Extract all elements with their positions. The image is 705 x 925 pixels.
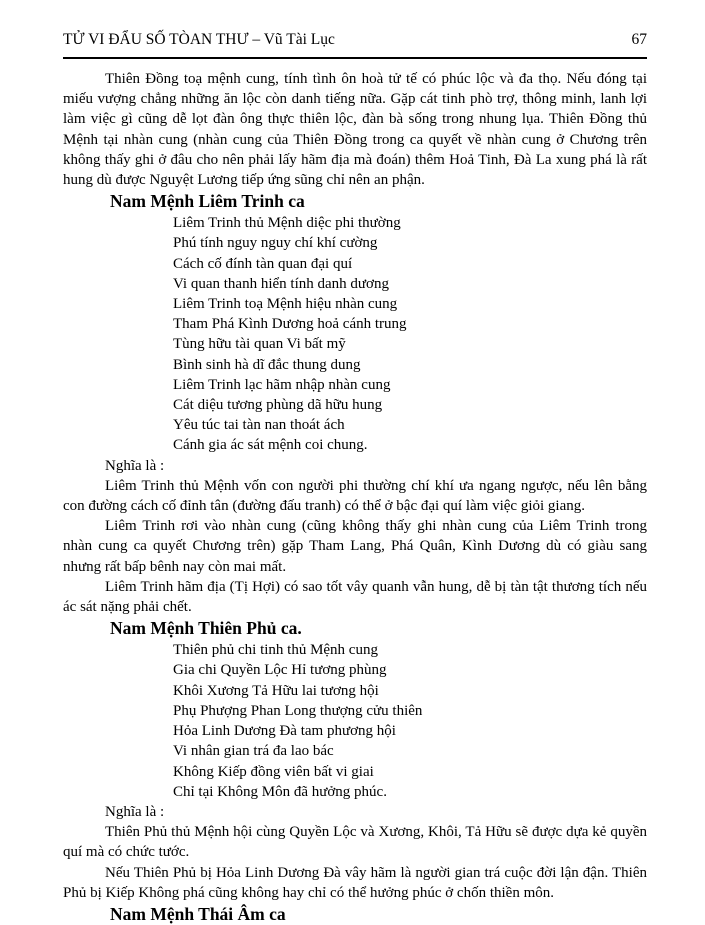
meaning-paragraph: Liêm Trinh rơi vào nhàn cung (cũng không thấy ghi nhàn cung của Liêm Trinh trong nhàn cung ca quyết Chương trên) gặp Tham Lang, Phá Quân, Kình Dương dù có giàu sang nhưng rất bấp bênh nay còn mai mất. [63, 518, 647, 575]
verse-line: Chỉ tại Không Môn đã hưởng phúc. [173, 783, 387, 800]
section-heading-liem-trinh: Nam Mệnh Liêm Trinh ca [110, 191, 305, 212]
verse-line: Tham Phá Kình Dương hoả cánh trung [173, 316, 407, 333]
meaning-paragraph: Nếu Thiên Phủ bị Hỏa Linh Dương Đà vây hãm là người gian trá cuộc đời lận đận. Thiên Phủ bị Kiếp Không phá cũng không hay chỉ có thể hưởng phúc ở chốn thiền môn. [63, 864, 647, 901]
verse-line: Gia chi Quyền Lộc Hỉ tương phùng [173, 662, 387, 679]
verse-line: Liêm Trinh lạc hãm nhập nhàn cung [173, 376, 391, 393]
verse-line: Phú tính nguy nguy chí khí cường [173, 235, 378, 252]
meaning-paragraph: Liêm Trinh hãm địa (Tị Hợi) có sao tốt vây quanh vẫn hung, dễ bị tàn tật thương tích nếu ác sát nặng phải chết. [63, 578, 647, 616]
meaning-paragraph: Thiên Phủ thủ Mệnh hội cùng Quyền Lộc và Xương, Khôi, Tả Hữu sẽ được dựa kẻ quyền quí mà có chức tước. [63, 824, 647, 861]
verse-line: Bình sinh hà dĩ đắc thung dung [173, 356, 361, 373]
verse-line: Thiên phủ chi tinh thủ Mệnh cung [173, 642, 378, 659]
verse-line: Vi quan thanh hiển tính danh dương [173, 275, 389, 292]
verse-line: Yêu túc tai tàn nan thoát ách [173, 417, 345, 434]
page-number: 67 [631, 31, 647, 48]
verse-line: Khôi Xương Tả Hữu lai tương hội [173, 682, 379, 699]
header-rule [63, 57, 647, 59]
verse-liem-trinh [173, 213, 647, 455]
verse-line: Vi nhân gian trá đa lao bác [173, 743, 334, 760]
page-body [63, 69, 647, 925]
verse-line: Cánh gia ác sát mệnh coi chung. [173, 437, 368, 454]
section-heading-thien-phu: Nam Mệnh Thiên Phủ ca. [110, 618, 302, 639]
verse-line: Hỏa Linh Dương Đà tam phương hội [173, 723, 396, 740]
intro-paragraph: Thiên Đồng toạ mệnh cung, tính tình ôn hoà tử tế có phúc lộc và đa thọ. Nếu đóng tại miếu vượng chẳng những ăn lộc còn danh tiếng nữa. Gặp cát tinh phò trợ, thông minh, lanh lợi làm việc gì cũng dễ lọt đàn ông thực thiên lộc, đàn bà sống trong nhung lụa. Thiên Đồng thủ Mệnh tại nhàn cung (nhàn cung của Thiên Đồng trong ca quyết về nhàn cung ở Chương trên không thấy ghi ở đâu cho nên phải lấy hãm địa mà đoán) thêm Hoả Tinh, Đà La xung phá là rất hung dù được Nguyệt Lương tiếp ứng sũng chỉ nên an phận. [63, 71, 647, 189]
meaning-label: Nghĩa là : [105, 803, 165, 820]
running-title: TỬ VI ĐẨU SỐ TÒAN THƯ – Vũ Tài Lục [63, 31, 335, 48]
meaning-paragraph: Liêm Trinh thủ Mệnh vốn con người phi thường chí khí ưa ngang ngược, nếu lên bằng con đường cách cố đỉnh tân (đường đấu tranh) có thể ở bậc đại quí làm việc giỏi giang. [63, 477, 647, 515]
verse-line: Liêm Trinh thủ Mệnh diệc phi thường [173, 215, 401, 232]
verse-line: Cát diệu tương phùng dã hữu hung [173, 397, 383, 414]
verse-line: Liêm Trinh toạ Mệnh hiệu nhàn cung [173, 296, 398, 313]
meaning-label: Nghĩa là : [105, 457, 165, 474]
verse-line: Không Kiếp đồng viên bất vi giai [173, 763, 374, 780]
verse-line: Cách cố đính tàn quan đại quí [173, 255, 353, 272]
verse-thien-phu [173, 640, 647, 802]
verse-line: Phụ Phượng Phan Long thượng cửu thiên [173, 702, 423, 719]
section-heading-thai-am: Nam Mệnh Thái Âm ca [110, 903, 286, 924]
verse-line: Tùng hữu tài quan Vi bất mỹ [173, 336, 346, 353]
page-header [63, 30, 647, 50]
